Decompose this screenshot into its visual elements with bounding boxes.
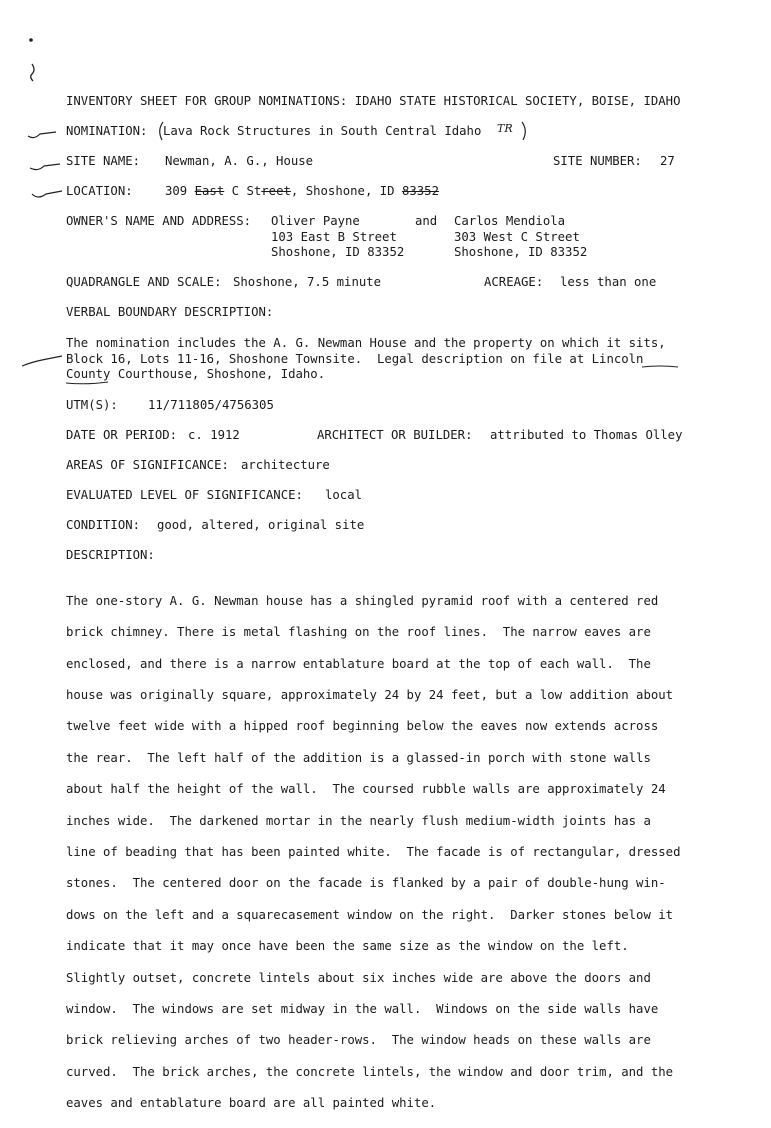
description-line: line of beading that has been painted white. The facade is of rectangular, dressed — [66, 844, 681, 859]
description-label: DESCRIPTION: — [66, 548, 155, 562]
location-value — [165, 184, 439, 198]
location-struck-east: East — [194, 184, 225, 198]
architect-value: attributed to Thomas Olley — [490, 428, 683, 442]
nomination-label: NOMINATION: — [66, 124, 148, 138]
description-line: stones. The centered door on the facade is flanked by a pair of double-hung win- — [66, 876, 666, 891]
description-line: the rear. The left half of the addition is a glassed-in porch with stone walls — [66, 750, 651, 765]
description-line: window. The windows are set midway in the wall. Windows on the side walls have — [66, 1001, 659, 1016]
check-mark-boundary — [20, 354, 64, 370]
areas-label: AREAS OF SIGNIFICANCE: — [66, 458, 229, 472]
location-prefix: 309 — [165, 184, 188, 198]
utm-value: 11/711805/4756305 — [148, 398, 274, 412]
quadrangle-label: QUADRANGLE AND SCALE: — [66, 275, 222, 289]
site-name-value: Newman, A. G., House — [165, 154, 314, 168]
site-number-label: SITE NUMBER: — [553, 154, 642, 168]
owner-and: and — [415, 214, 438, 228]
description-line: Slightly outset, concrete lintels about six inches wide are above the doors and — [66, 970, 651, 985]
description-line: twelve feet wide with a hipped roof beginning below the eaves now extends across — [66, 719, 659, 734]
condition-value: good, altered, original site — [157, 518, 365, 532]
page-header: INVENTORY SHEET FOR GROUP NOMINATIONS: IDAHO STATE HISTORICAL SOCIETY, BOISE, IDAHO — [66, 94, 681, 108]
owner-label: OWNER'S NAME AND ADDRESS: — [66, 214, 252, 228]
level-label: EVALUATED LEVEL OF SIGNIFICANCE: — [66, 488, 303, 502]
boundary-line: Block 16, Lots 11-16, Shoshone Townsite. Legal description on file at Lincoln — [66, 352, 644, 366]
margin-squiggle-mark — [26, 62, 40, 84]
owner2-name: Carlos Mendiola — [454, 214, 566, 228]
boundary-line: The nomination includes the A. G. Newman House and the property on which it sits, — [66, 336, 666, 350]
site-number-value: 27 — [660, 154, 675, 168]
check-mark-location — [30, 188, 64, 204]
description-body — [66, 578, 696, 1128]
description-line: eaves and entablature board are all painted white. — [66, 1096, 437, 1111]
architect-label: ARCHITECT OR BUILDER: — [317, 428, 473, 442]
utm-label: UTM(S): — [66, 398, 118, 412]
boundary-line: County Courthouse, Shoshone, Idaho. — [66, 367, 326, 381]
check-mark-site-name — [28, 160, 62, 176]
description-line: enclosed, and there is a narrow entablature board at the top of each wall. The — [66, 656, 651, 671]
location-street: C St — [231, 184, 262, 198]
description-line: The one-story A. G. Newman house has a shingled pyramid roof with a centered red — [66, 593, 659, 608]
acreage-label: ACREAGE: — [484, 275, 544, 289]
close-bracket-mark — [520, 120, 530, 142]
description-line: about half the height of the wall. The coursed rubble walls are approximately 24 — [66, 782, 666, 797]
nomination-value: Lava Rock Structures in South Central Idaho — [163, 124, 482, 138]
description-line: house was originally square, approximately 24 by 24 feet, but a low addition about — [66, 687, 674, 702]
location-struck-reet: reet — [261, 184, 291, 198]
date-value: c. 1912 — [188, 428, 240, 442]
owner2-street: 303 West C Street — [454, 230, 580, 244]
owner1-name: Oliver Payne — [271, 214, 360, 228]
acreage-value: less than one — [560, 275, 657, 289]
description-line: inches wide. The darkened mortar in the nearly flush medium-width joints has a — [66, 813, 651, 828]
owner1-city: Shoshone, ID 83352 — [271, 245, 405, 259]
nomination-handwritten-suffix: TR — [497, 122, 513, 135]
areas-value: architecture — [241, 458, 330, 472]
owner1-street: 103 East B Street — [271, 230, 397, 244]
location-city: , Shoshone, ID — [290, 184, 395, 198]
description-line: brick chimney. There is metal flashing on the roof lines. The narrow eaves are — [66, 625, 651, 640]
boundary-label: VERBAL BOUNDARY DESCRIPTION: — [66, 305, 274, 319]
margin-dot-mark — [28, 36, 36, 44]
location-struck-zip: 83352 — [401, 184, 439, 198]
check-mark-nomination — [26, 126, 60, 142]
level-value: local — [325, 488, 363, 502]
underline-county-mark — [64, 380, 110, 386]
description-line: brick relieving arches of two header-rows. The window heads on these walls are — [66, 1033, 651, 1048]
description-line: curved. The brick arches, the concrete lintels, the window and door trim, and the — [66, 1064, 674, 1079]
site-name-label: SITE NAME: — [66, 154, 141, 168]
condition-label: CONDITION: — [66, 518, 141, 532]
description-line: dows on the left and a squarecasement window on the right. Darker stones below it — [66, 907, 674, 922]
quadrangle-value: Shoshone, 7.5 minute — [233, 275, 382, 289]
owner2-city: Shoshone, ID 83352 — [454, 245, 588, 259]
location-label: LOCATION: — [66, 184, 133, 198]
description-line: indicate that it may once have been the same size as the window on the left. — [66, 939, 629, 954]
underline-lincoln-mark — [640, 364, 680, 370]
date-label: DATE OR PERIOD: — [66, 428, 178, 442]
